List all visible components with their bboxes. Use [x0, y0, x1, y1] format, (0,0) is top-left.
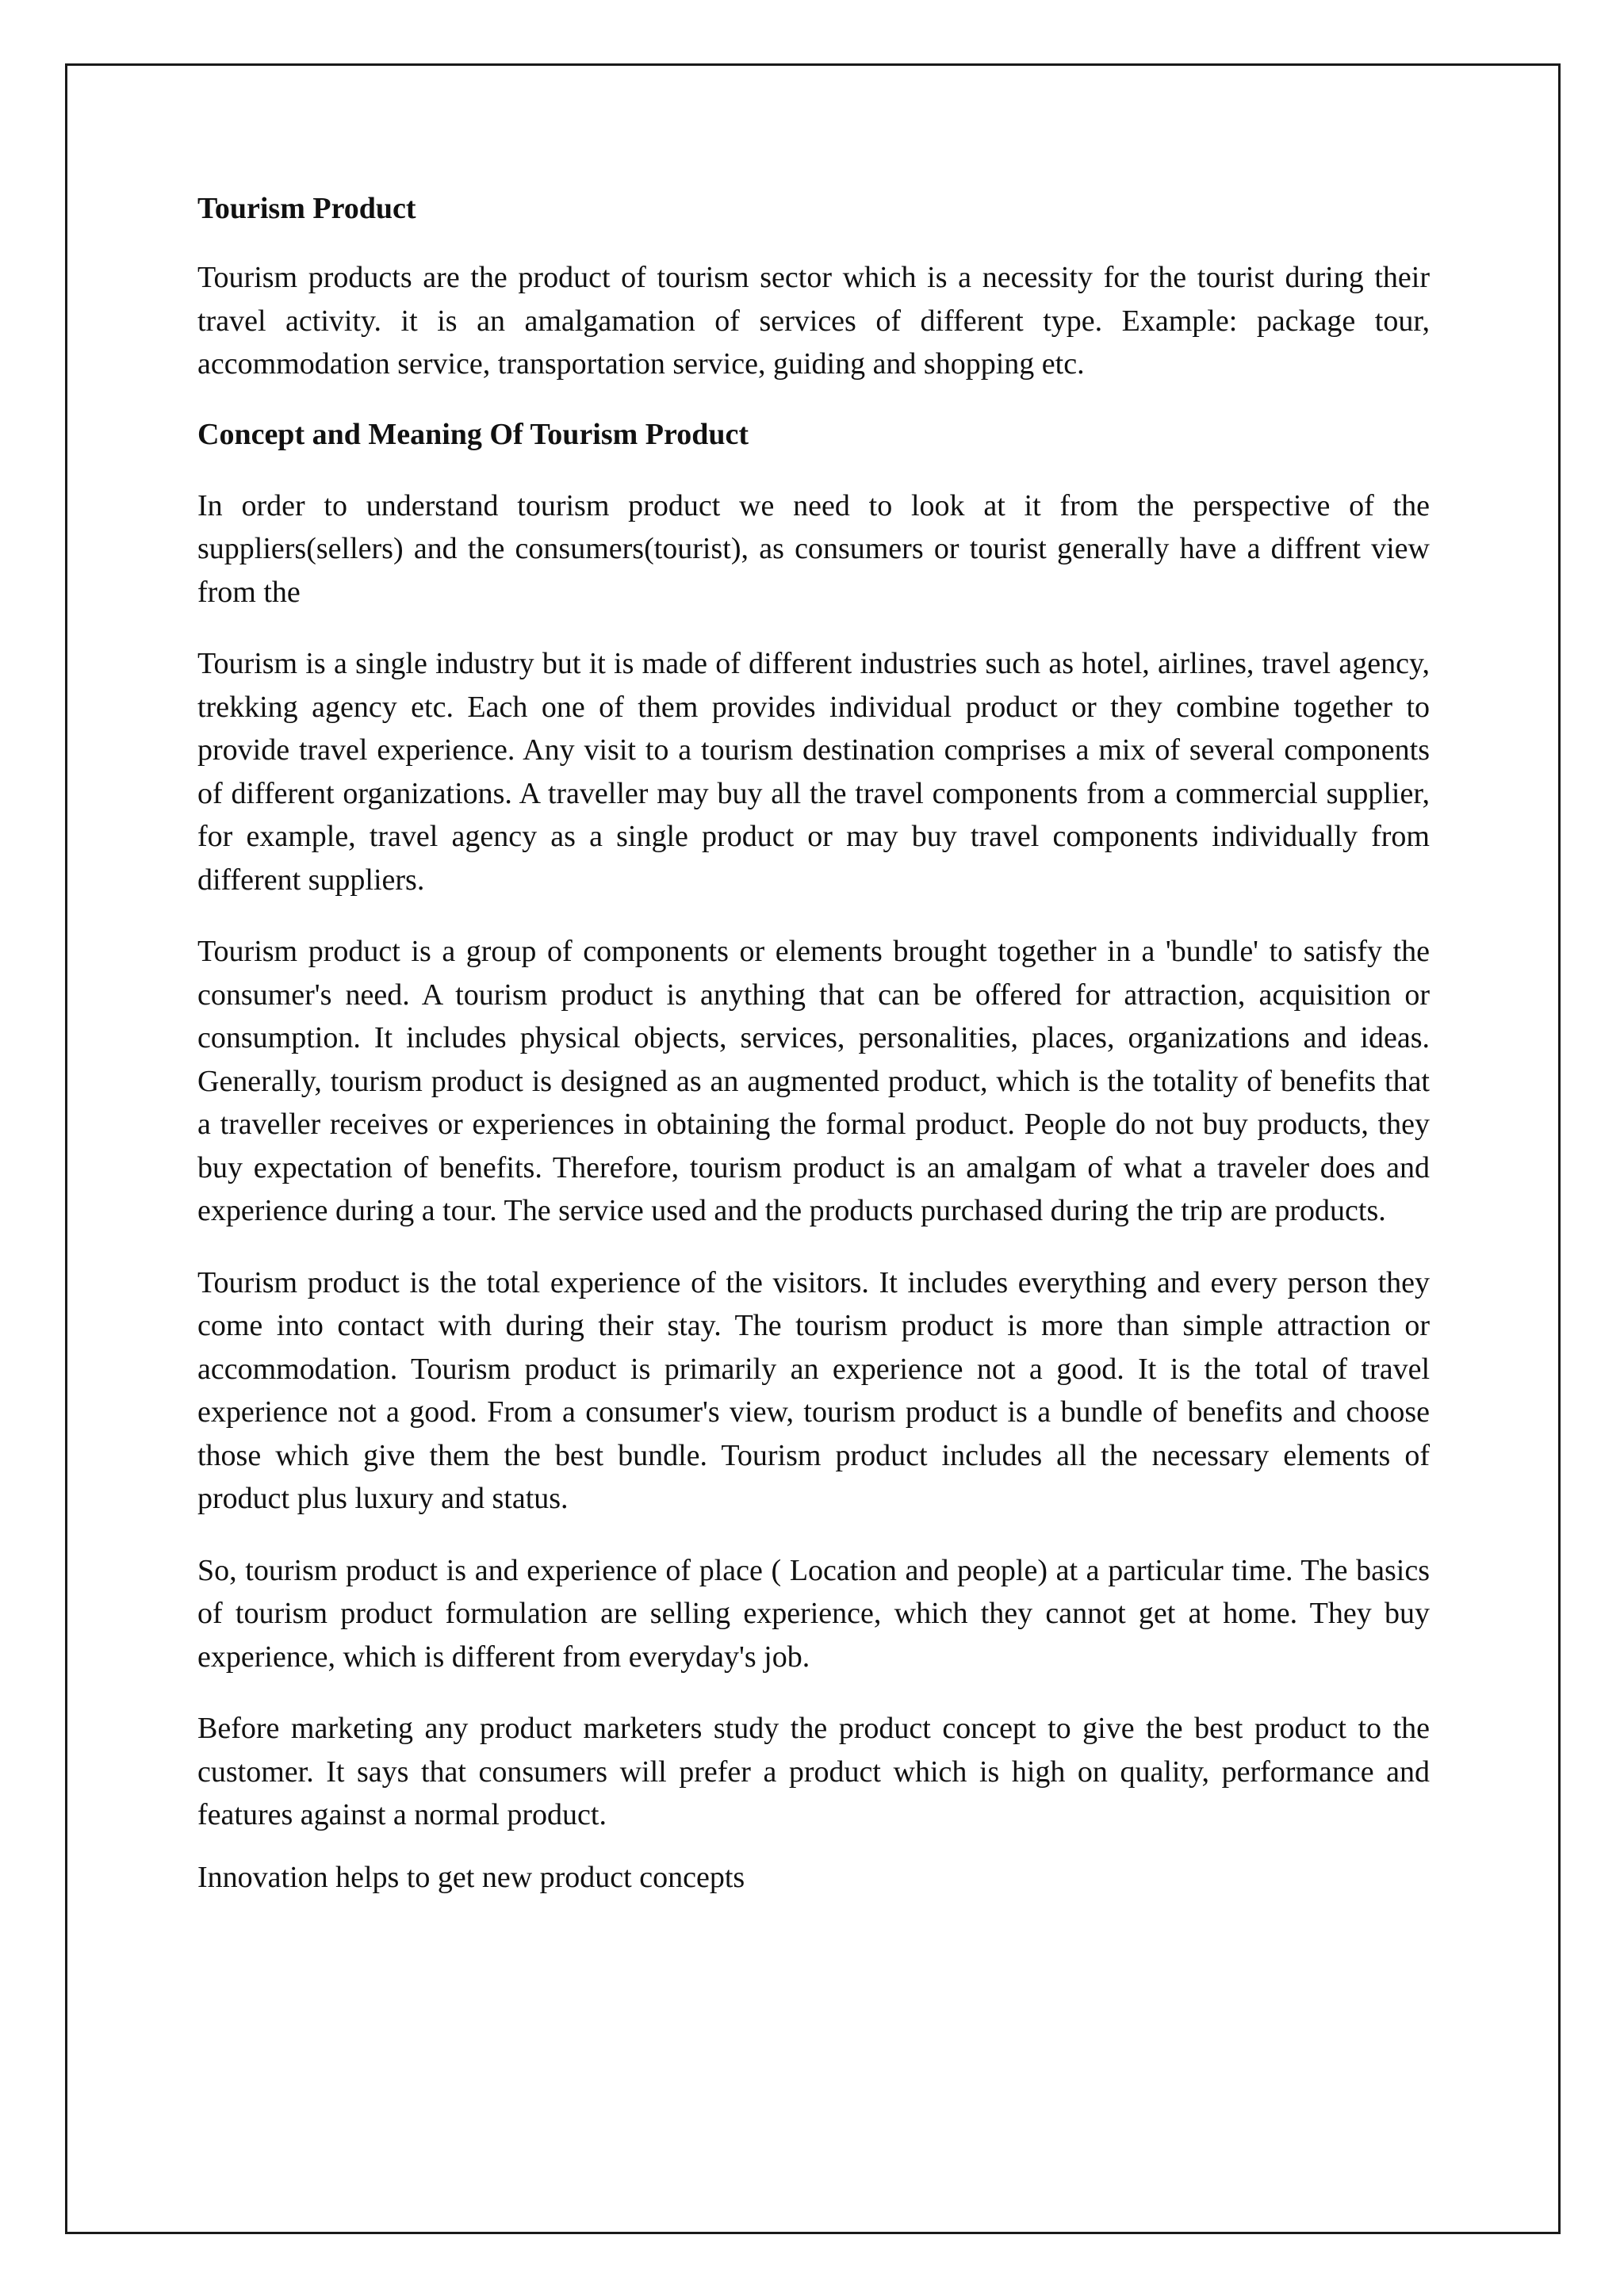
heading-tourism-product: Tourism Product — [197, 192, 416, 225]
document-body — [197, 187, 1430, 1899]
paragraph-bundle: Tourism product is a group of components or elements brought together in a 'bundle' to satisfy the consumer's need. A tourism product is anything that can be offered for attraction, acquisition or consumption. It includes physical objects, services, personalities, places, organizations and ideas. Generally, tourism product is designed as an augmented product, which is the totality of benefits that a traveller receives or experiences in obtaining the formal product. People do not buy products, they buy expectation of benefits. Therefore, tourism product is an amalgam of what a traveler does and experience during a tour. The service used and the products purchased during the trip are products. — [197, 935, 1430, 1227]
heading-concept-and-meaning: Concept and Meaning Of Tourism Product — [197, 417, 749, 451]
paragraph-experience: Tourism product is the total experience of the visitors. It includes everything and every person they come into contact with during their stay. The tourism product is more than simple attraction or accommodation. Tourism product is primarily an experience not a good. It is the total of travel experience not a good. From a consumer's view, tourism product is a bundle of benefits and choose those which give them the best bundle. Tourism product includes all the necessary elements of product plus luxury and status. — [197, 1265, 1430, 1515]
paragraph-intro: Tourism products are the product of tourism sector which is a necessity for the tourist during their travel activity. it is an amalgamation of services of different type. Example: package tour, accommodation service, transportation service, guiding and shopping etc. — [197, 261, 1430, 381]
paragraph-industry: Tourism is a single industry but it is made of different industries such as hotel, airlines, travel agency, trekking agency etc. Each one of them provides individual product or they combine together to provide travel experience. Any visit to a tourism destination comprises a mix of several components of different organizations. A traveller may buy all the travel components from a commercial supplier, for example, travel agency as a single product or may buy travel components individually from different suppliers. — [197, 647, 1430, 897]
paragraph-innovation: Innovation helps to get new product concepts — [197, 1860, 745, 1894]
paragraph-perspective: In order to understand tourism product we need to look at it from the perspective of the suppliers(sellers) and the consumers(tourist), as consumers or tourist generally have a diffrent view from the — [197, 488, 1430, 609]
paragraph-marketing: Before marketing any product marketers study the product concept to give the best product to the customer. It says that consumers will prefer a product which is high on quality, performance and features against a normal product. — [197, 1712, 1430, 1831]
paragraph-location: So, tourism product is and experience of place ( Location and people) at a particular time. The basics of tourism product formulation are selling experience, which they cannot get at home. They buy experience, which is different from everyday's job. — [197, 1553, 1430, 1674]
